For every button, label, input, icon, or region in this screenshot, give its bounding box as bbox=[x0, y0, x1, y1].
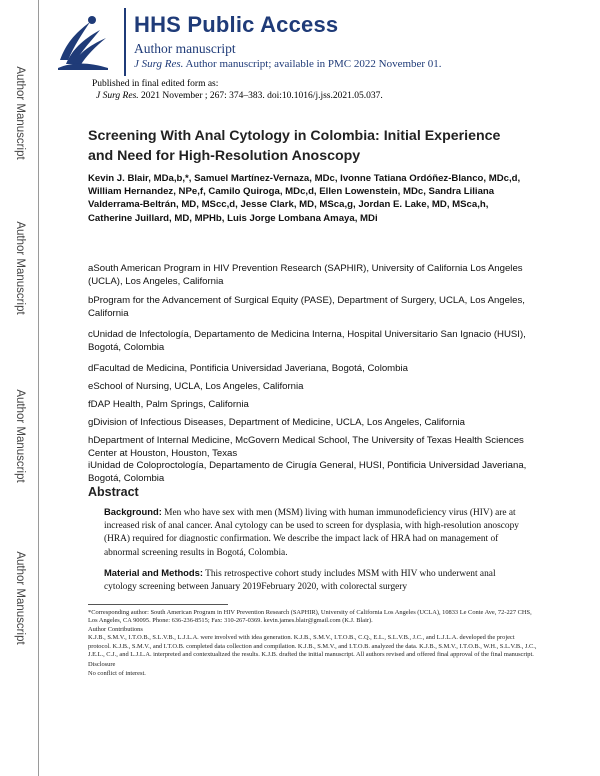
footnote-divider bbox=[88, 604, 228, 605]
methods-label: Material and Methods: bbox=[104, 567, 203, 578]
affiliation: bProgram for the Advancement of Surgical Equity (PASE), Department of Surgery, UCLA, Los Angeles, California bbox=[88, 295, 525, 320]
sidebar-divider bbox=[38, 0, 39, 776]
corresponding-author-note: *Corresponding author: South American Program in HIV Prevention Research (SAPHIR), University of California Los Angeles (UCLA), 10833 Le Conte Ave, 72-227 CHS, Los Angeles, CA 90095. Phone: 636-236-8515; Fax: 310-267-0369. kevin.james.blair@gmail.com (K.J. Blair). bbox=[88, 609, 532, 625]
author-manuscript-label: Author manuscript bbox=[134, 41, 236, 56]
citation bbox=[92, 90, 383, 102]
disclosure-text: No conflict of interest. bbox=[88, 669, 146, 677]
affiliation: gDivision of Infectious Diseases, Department of Medicine, UCLA, Los Angeles, California bbox=[88, 417, 466, 428]
sidebar-label: Author Manuscript bbox=[14, 389, 26, 483]
author-list: Kevin J. Blair, MDa,b,*, Samuel Martínez-Vernaza, MDc, Ivonne Tatiana Ordóñez-Blanco, MDc,d, William Hernandez, NPe,f, Camilo Quiroga, MDc,d, Ellen Lowenstein, MDc, Sandra Liliana Valderrama-Beltrán, MD, MScc,d, Jesse Clark, MD, MSca,g, Jordan E. Lake, MD, MSca,h, Catherine Juillard, MD, MPHb, Luis Jorge Lombana Amaya, MDi bbox=[88, 173, 521, 224]
affiliation: fDAP Health, Palm Springs, California bbox=[88, 399, 249, 410]
sidebar-label: Author Manuscript bbox=[14, 66, 26, 160]
footnotes bbox=[88, 609, 538, 678]
journal-availability bbox=[134, 58, 442, 70]
availability-text: Author manuscript; available in PMC 2022 November 01. bbox=[183, 58, 442, 70]
sidebar-label: Author Manuscript bbox=[14, 221, 26, 315]
hhs-eagle-logo-icon bbox=[52, 10, 114, 72]
hhs-public-access-title: HHS Public Access bbox=[134, 12, 339, 37]
affiliation: aSouth American Program in HIV Prevention Research (SAPHIR), University of California Los Angeles (UCLA), Los Angeles, California bbox=[88, 263, 523, 288]
citation-journal: J Surg Res. bbox=[96, 91, 139, 101]
background-text: Men who have sex with men (MSM) living with human immunodeficiency virus (HIV) are at increased risk of anal cancer. Anal cytology can be used to screen for dysplasia, with high-resolution anoscopy (HRA) required for diagnostic confirmation. We describe the impact lack of HRA had on management of abnormal screening results in Bogotá, Colombia. bbox=[104, 508, 519, 558]
affiliation: hDepartment of Internal Medicine, McGovern Medical School, The University of Texas Health Sciences Center at Houston, Houston, Texas bbox=[88, 435, 524, 460]
publication-info bbox=[92, 78, 383, 102]
article-title: Screening With Anal Cytology in Colombia: Initial Experience and Need for High-Resolution Anoscopy bbox=[88, 128, 501, 164]
journal-abbrev: J Surg Res. bbox=[134, 58, 184, 70]
abstract-heading: Abstract bbox=[88, 485, 139, 499]
contributions-text: K.J.B., S.M.V., I.T.O.B., S.L.V.B., L.J.L.A. were involved with idea generation. K.J.B., S.M.V., I.T.O.B., C.Q., E.L., S.L.V.B., J.C., and L.J.L.A. developed the project protocol. K.J.B., S.M.V., and I.T.O.B. completed data collection and compilation. K.J.B., S.M.V., and I.T.O.B. analyzed the data. K.J.B., S.M.V., I.T.O.B., W.H., S.L.V.B., J.C., J.E.L., C.J., and L.J.L.A. interpreted and contextualized the results. K.J.B. drafted the initial manuscript. All authors revised and offered final approval of the final manuscript. bbox=[88, 634, 537, 659]
abstract-background bbox=[104, 505, 524, 560]
citation-details: 2021 November ; 267: 374–383. doi:10.1016/j.jss.2021.05.037. bbox=[138, 91, 383, 101]
affiliation: eSchool of Nursing, UCLA, Los Angeles, California bbox=[88, 381, 304, 392]
background-label: Background: bbox=[104, 506, 162, 517]
affiliation: dFacultad de Medicina, Pontificia Universidad Javeriana, Bogotá, Colombia bbox=[88, 363, 408, 374]
contributions-heading: Author Contributions bbox=[88, 625, 143, 633]
disclosure-heading: Disclosure bbox=[88, 661, 116, 669]
author-manuscript-sidebar bbox=[0, 0, 40, 776]
hhs-header bbox=[52, 8, 572, 72]
sidebar-label: Author Manuscript bbox=[14, 551, 26, 645]
published-label: Published in final edited form as: bbox=[92, 79, 219, 89]
header-divider bbox=[124, 8, 126, 76]
methods-text: This retrospective cohort study includes MSM with HIV who underwent anal cytology screening between January 2019February 2020, with colorectal surgery bbox=[104, 569, 496, 593]
affiliation: iUnidad de Coloproctología, Departamento de Cirugía General, HUSI, Pontificia Universidad Javeriana, Bogotá, Colombia bbox=[88, 460, 527, 485]
affiliation: cUnidad de Infectología, Departamento de Medicina Interna, Hospital Universitario San Ignacio (HUSI), Bogotá, Colombia bbox=[88, 329, 526, 354]
abstract-methods bbox=[104, 566, 524, 594]
